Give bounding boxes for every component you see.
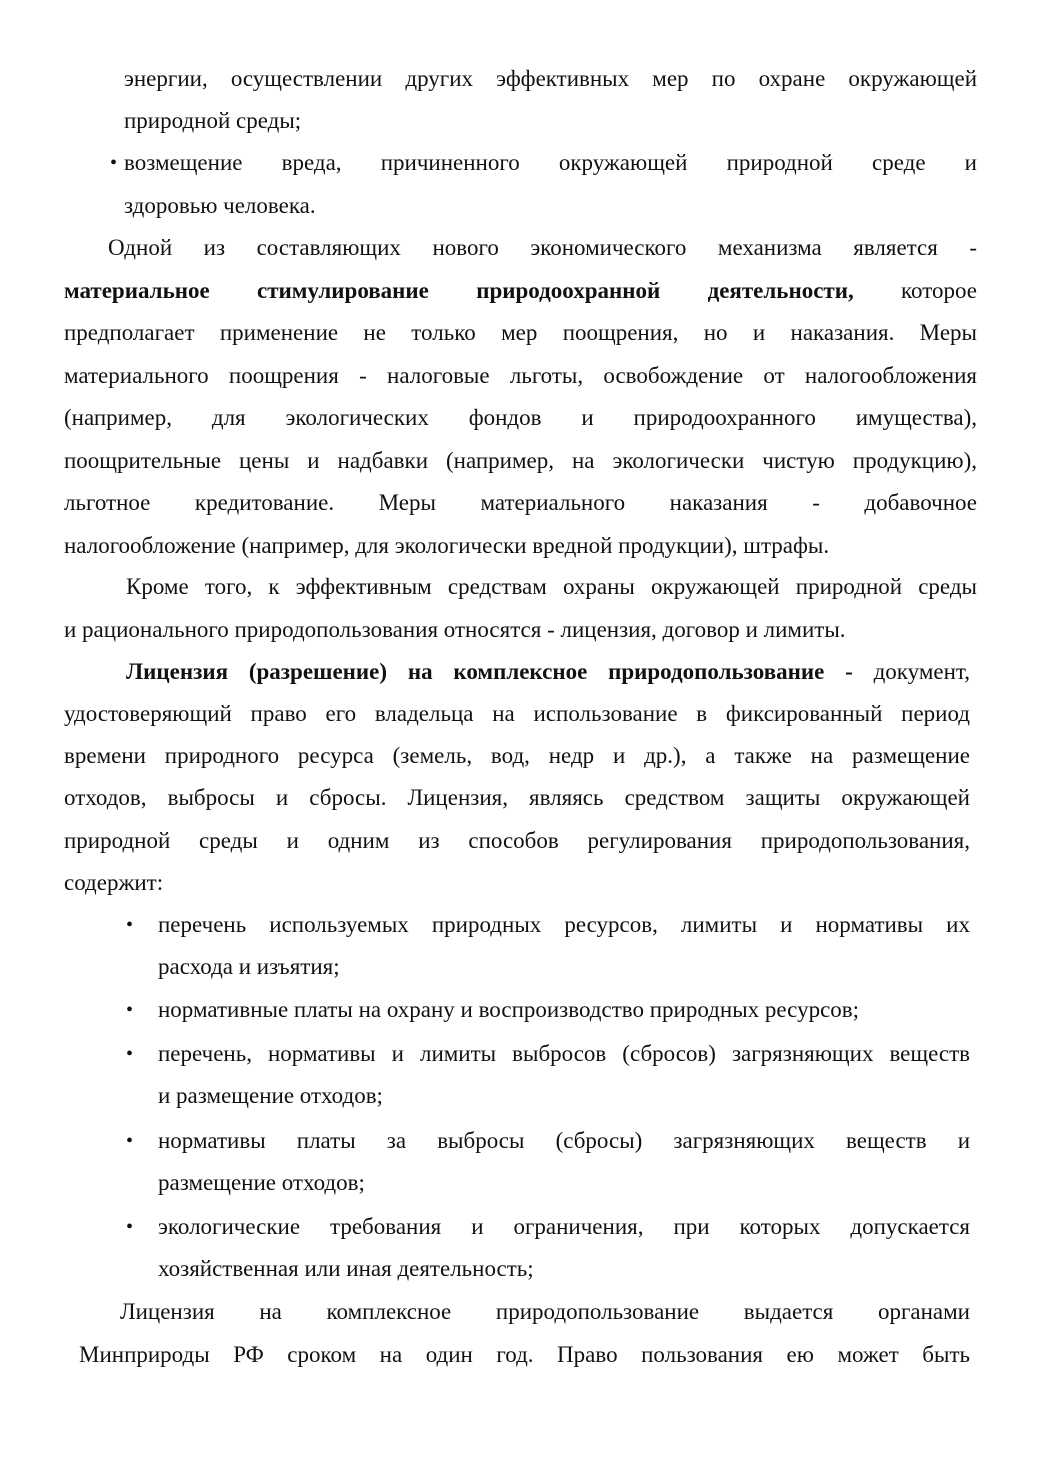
text-line: льготное кредитование. Меры материального наказания - добавочное (64, 490, 977, 515)
list-item-text: нормативы платы за выбросы (сбросы) загрязняющих веществ и (158, 1128, 970, 1153)
bullet-marker: • (126, 1043, 134, 1065)
list-item-text: размещение отходов; (158, 1170, 365, 1195)
text-line: Минприроды РФ сроком на один год. Право пользования ею может быть (79, 1342, 970, 1367)
text-line (64, 276, 977, 306)
text-span: которое (853, 278, 977, 303)
text-line: Кроме того, к эффективным средствам охраны окружающей природной среды (126, 574, 977, 599)
list-item-text: перечень, нормативы и лимиты выбросов (сбросов) загрязняющих веществ (158, 1041, 970, 1066)
text-line: удостоверяющий право его владельца на использование в фиксированный период (64, 701, 970, 726)
text-line: Одной из составляющих нового экономического механизма является - (108, 235, 977, 260)
list-item-text: перечень используемых природных ресурсов, лимиты и нормативы их (158, 912, 970, 937)
text-line (126, 657, 970, 687)
bold-term: материальное стимулирование природоохранной деятельности, (64, 278, 854, 303)
text-line: налогообложение (например, для экологически вредной продукции), штрафы. (64, 533, 830, 558)
text-line: (например, для экологических фондов и природоохранного имущества), (64, 405, 977, 430)
text-line: отходов, выбросы и сбросы. Лицензия, являясь средством защиты окружающей (64, 785, 970, 810)
bullet-marker: • (126, 999, 134, 1021)
text-line: природной среды и одним из способов регулирования природопользования, (64, 828, 970, 853)
bullet-marker: • (126, 1216, 134, 1238)
text-line: поощрительные цены и надбавки (например, на экологически чистую продукцию), (64, 448, 977, 473)
text-line: времени природного ресурса (земель, вод, недр и др.), а также на размещение (64, 743, 970, 768)
text-line: природной среды; (124, 108, 302, 133)
list-item-text: здоровью человека. (124, 193, 316, 218)
text-line: материального поощрения - налоговые льготы, освобождение от налогообложения (64, 363, 977, 388)
text-line: и рационального природопользования относятся - лицензия, договор и лимиты. (64, 617, 846, 642)
list-item-text: хозяйственная или иная деятельность; (158, 1256, 534, 1281)
list-item-text: возмещение вреда, причиненного окружающей природной среде и (124, 150, 977, 175)
list-item-text: и размещение отходов; (158, 1083, 383, 1108)
bullet-marker: • (126, 914, 134, 936)
list-item-text: экологические требования и ограничения, при которых допускается (158, 1214, 970, 1239)
list-item-text: нормативные платы на охрану и воспроизводство природных ресурсов; (158, 997, 860, 1022)
bold-term: Лицензия (разрешение) на комплексное природопользование - (126, 659, 853, 684)
text-line: предполагает применение не только мер поощрения, но и наказания. Меры (64, 320, 977, 345)
text-line: энергии, осуществлении других эффективных мер по охране окружающей (124, 66, 977, 91)
text-line: содержит: (64, 870, 164, 895)
list-item-text: расхода и изъятия; (158, 954, 340, 979)
text-line: Лицензия на комплексное природопользование выдается органами (120, 1299, 970, 1324)
text-span: документ, (852, 659, 970, 684)
bullet-marker: • (126, 1130, 134, 1152)
bullet-marker: • (110, 152, 118, 174)
